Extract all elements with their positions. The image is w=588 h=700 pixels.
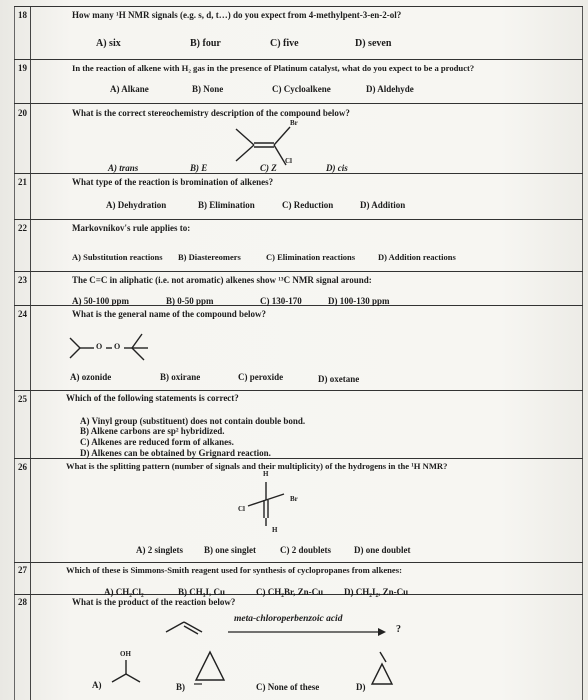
option-d[interactable]: D) — [356, 682, 366, 692]
question-number: 23 — [18, 275, 27, 285]
option-c[interactable]: C) Reduction — [282, 200, 334, 210]
option-c[interactable]: C) Alkenes are reduced form of alkanes. — [80, 437, 234, 447]
option-a[interactable]: A) Dehydration — [106, 200, 167, 210]
question-stem: What is the splitting pattern (number of signals and their multiplicity) of the hydrogens in the ¹H NMR? — [66, 461, 448, 471]
reagent-label: meta-chloroperbenzoic acid — [234, 614, 343, 624]
option-d-structure — [368, 650, 398, 690]
option-b[interactable]: B) E — [190, 163, 208, 173]
option-b-structure — [192, 650, 232, 690]
option-a[interactable]: A) ozonide — [70, 372, 112, 382]
question-stem: Markovnikov's rule applies to: — [72, 223, 191, 233]
question-number: 24 — [18, 309, 27, 319]
option-a[interactable]: A) Alkane — [110, 84, 149, 94]
question-number: 28 — [18, 597, 27, 607]
question-stem: What is the correct stereochemistry description of the compound below? — [72, 108, 350, 118]
question-stem: Which of these is Simmons-Smith reagent used for synthesis of cyclopropanes from alkenes: — [66, 565, 402, 575]
number-column-divider — [30, 6, 31, 700]
question-stem: The C=C in aliphatic (i.e. not aromatic) alkenes show ¹³C NMR signal around: — [72, 275, 372, 285]
option-c[interactable]: C) Cycloalkene — [272, 84, 331, 94]
option-c[interactable]: C) CH₂Br, Zn-Cu — [256, 587, 324, 597]
option-a[interactable]: A) 2 singlets — [136, 545, 183, 555]
option-d[interactable]: D) oxetane — [318, 374, 360, 384]
option-c[interactable]: C) 2 doublets — [280, 545, 332, 555]
product-placeholder: ? — [396, 624, 401, 635]
bromine-label: Br — [290, 495, 298, 503]
option-b[interactable]: B) CH₃I, Cu — [178, 587, 225, 597]
row-divider — [14, 458, 583, 459]
hydrogen-label: H — [272, 526, 278, 534]
option-b[interactable]: B) 0-50 ppm — [166, 296, 214, 306]
oxygen-label: O — [96, 342, 103, 351]
option-b[interactable]: B) — [176, 682, 185, 692]
oxygen-label: O — [114, 342, 121, 351]
option-b[interactable]: B) four — [190, 38, 221, 49]
question-number: 22 — [18, 223, 27, 233]
option-b[interactable]: B) None — [192, 84, 224, 94]
hydrogen-label: H — [263, 470, 269, 478]
option-a-structure — [104, 656, 154, 696]
option-b[interactable]: B) Elimination — [198, 200, 255, 210]
row-divider — [14, 271, 583, 272]
question-stem: What type of the reaction is bromination of alkenes? — [72, 177, 274, 187]
option-d[interactable]: D) Aldehyde — [366, 84, 414, 94]
question-stem: In the reaction of alkene with H₂ gas in the presence of Platinum catalyst, what do you expect to be a product? — [72, 63, 475, 73]
option-d[interactable]: D) Addition — [360, 200, 406, 210]
option-c[interactable]: C) Z — [260, 163, 277, 173]
table-right-border — [582, 6, 583, 700]
chlorine-label: Cl — [285, 157, 292, 165]
question-number: 27 — [18, 565, 27, 575]
option-a[interactable]: A) Substitution reactions — [72, 252, 163, 262]
option-d[interactable]: D) one doublet — [354, 545, 411, 555]
option-a[interactable]: A) — [92, 680, 102, 690]
option-a[interactable]: A) CH₂Cl₂ — [104, 587, 144, 597]
option-d[interactable]: D) 100-130 ppm — [328, 296, 390, 306]
row-divider — [14, 6, 583, 7]
row-divider — [14, 390, 583, 391]
option-b[interactable]: B) oxirane — [160, 372, 201, 382]
option-d[interactable]: D) Alkenes can be obtained by Grignard reaction. — [80, 448, 271, 458]
question-number: 20 — [18, 108, 27, 118]
option-d[interactable]: D) seven — [355, 38, 392, 49]
chlorine-label: Cl — [238, 505, 245, 513]
question-stem: How many ¹H NMR signals (e.g. s, d, t…) do you expect from 4-methylpent-3-en-2-ol? — [72, 10, 402, 20]
option-a[interactable]: A) six — [96, 38, 121, 49]
option-c[interactable]: C) None of these — [256, 682, 320, 692]
bromine-label: Br — [290, 119, 298, 127]
question-number: 18 — [18, 10, 27, 20]
option-d[interactable]: D) cis — [326, 163, 348, 173]
option-b[interactable]: B) one singlet — [204, 545, 257, 555]
row-divider — [14, 562, 583, 563]
option-c[interactable]: C) Elimination reactions — [266, 252, 356, 262]
option-a[interactable]: A) trans — [108, 163, 139, 173]
cyclopentene-reactant — [164, 618, 204, 638]
reaction-arrow — [228, 627, 388, 637]
option-a[interactable]: A) Vinyl group (substituent) does not contain double bond. — [80, 416, 306, 426]
option-c[interactable]: C) five — [270, 38, 299, 49]
option-c[interactable]: C) peroxide — [238, 372, 284, 382]
option-b[interactable]: B) Diastereomers — [178, 252, 241, 262]
option-a[interactable]: A) 50-100 ppm — [72, 296, 130, 306]
question-stem: What is the product of the reaction below? — [72, 597, 236, 607]
question-number: 25 — [18, 394, 27, 404]
option-d[interactable]: D) Addition reactions — [378, 252, 456, 262]
question-number: 21 — [18, 177, 27, 187]
question-number: 26 — [18, 462, 27, 472]
option-b[interactable]: B) Alkene carbons are sp² hybridized. — [80, 426, 225, 436]
question-number: 19 — [18, 63, 27, 73]
row-divider — [14, 219, 583, 220]
question-stem: Which of the following statements is correct? — [66, 393, 239, 403]
row-divider — [14, 103, 583, 104]
question-stem: What is the general name of the compound below? — [72, 309, 266, 319]
option-c[interactable]: C) 130-170 — [260, 296, 302, 306]
hydroxyl-label: OH — [120, 650, 131, 658]
option-d[interactable]: D) CH₂I₂, Zn-Cu — [344, 587, 409, 597]
row-divider — [14, 59, 583, 60]
